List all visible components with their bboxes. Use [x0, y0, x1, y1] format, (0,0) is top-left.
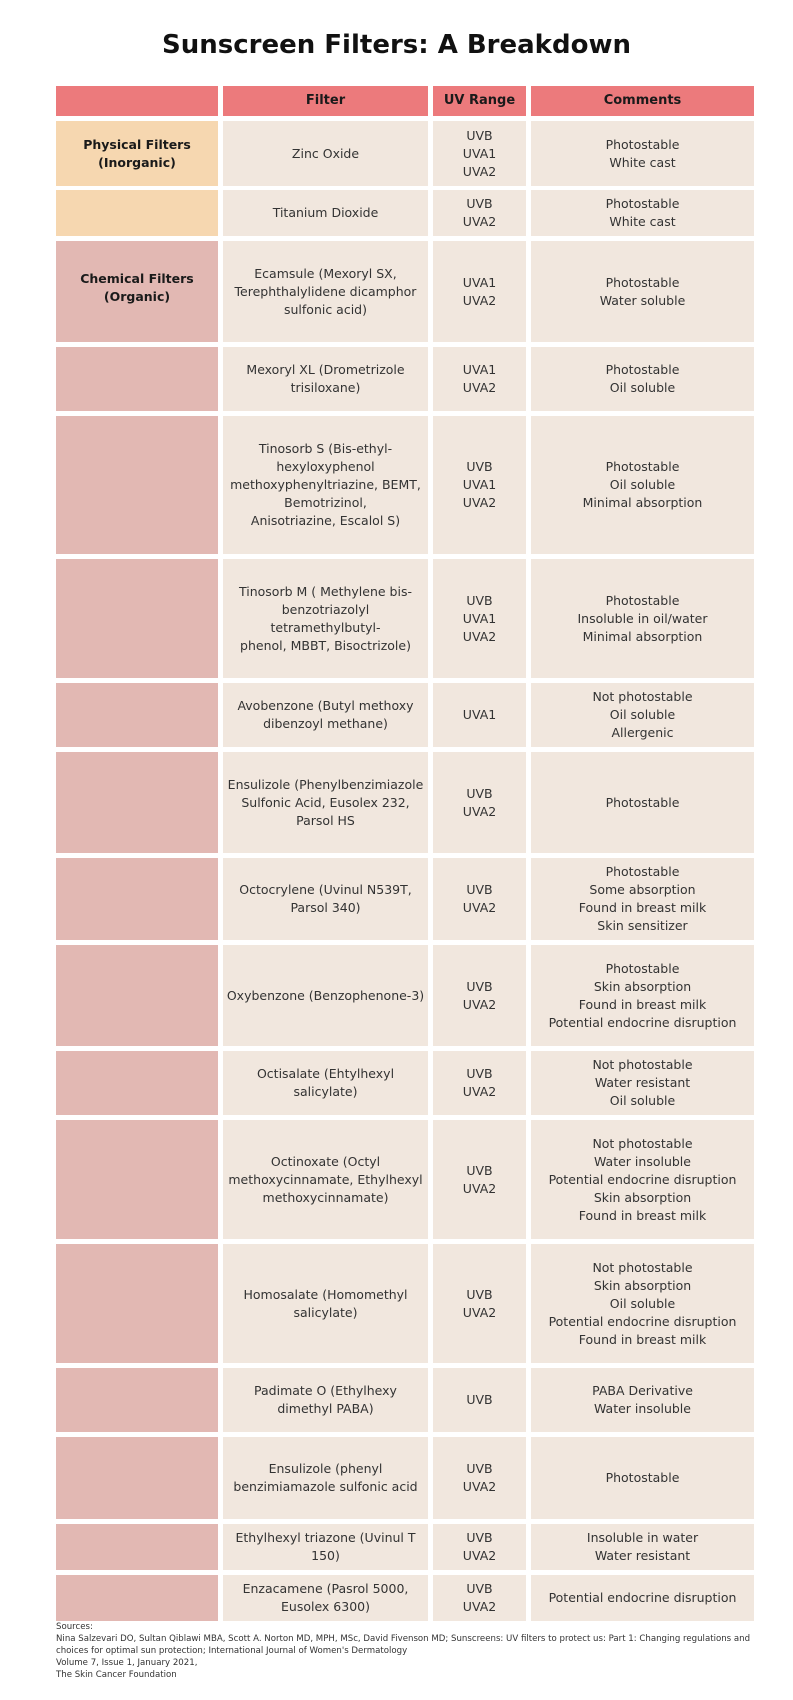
filter-cell-line: Avobenzone (Butyl methoxy — [237, 698, 414, 713]
comments-cell-line: Found in breast milk — [578, 996, 707, 1012]
comments-cell-line: Some absorption — [589, 882, 696, 897]
category-cell — [56, 559, 218, 678]
uv-range-cell-line: UVA1 — [462, 145, 497, 161]
source-line: Volume 7, Issue 1, January 2021, — [56, 1658, 198, 1668]
uv-range-cell-line: UVA2 — [462, 900, 497, 915]
filter-cell-line: Octisalate (Ehtylhexyl — [256, 1066, 395, 1081]
filter-cell — [223, 121, 428, 186]
source-line: Nina Salzevari DO, Sultan Qiblawi MBA, Scott A. Norton MD, MPH, MSc, David Fivenson MD; Sunscreens: UV filters to protect us: Part 1: Changing regulations and — [56, 1634, 751, 1644]
filter-cell-line: dibenzoyl methane) — [263, 716, 388, 731]
comments-cell — [531, 1120, 754, 1239]
uv-range-cell — [433, 190, 526, 236]
comments-cell — [531, 1437, 754, 1519]
filter-cell-line: Octocrylene (Uvinul N539T, — [239, 882, 412, 897]
uv-range-cell — [433, 1051, 526, 1115]
comments-cell — [531, 1368, 754, 1432]
uv-range-cell — [433, 559, 526, 678]
filter-cell-line: Eusolex 6300) — [281, 1599, 370, 1614]
filter-cell-line: Tinosorb S (Bis-ethyl- — [258, 441, 393, 456]
comments-cell-line: Oil soluble — [609, 1093, 676, 1108]
uv-range-cell-line: UVB — [466, 1162, 493, 1178]
comments-cell-line: Photostable — [605, 136, 680, 152]
category-cell — [56, 1368, 218, 1432]
uv-range-cell-line: UVB — [466, 196, 493, 211]
category-cell-line: Chemical Filters — [80, 271, 194, 286]
filter-cell-line: benzimiamazole sulfonic acid — [233, 1479, 418, 1494]
comments-cell-line: Oil soluble — [609, 707, 676, 722]
comments-cell-line: Photostable — [605, 960, 680, 976]
comments-cell — [531, 683, 754, 747]
filter-cell-line: Ecamsule (Mexoryl SX, — [254, 265, 397, 281]
category-cell — [56, 1437, 218, 1519]
comments-cell-line: Water insoluble — [594, 1153, 691, 1169]
uv-range-cell-line: UVA2 — [462, 495, 497, 510]
filter-cell — [223, 559, 428, 678]
category-cell — [56, 241, 218, 342]
comments-cell-line: Skin absorption — [593, 1277, 692, 1293]
uv-range-cell-line: UVA2 — [462, 292, 497, 308]
uv-range-cell — [433, 1437, 526, 1519]
comments-cell-line: Found in breast milk — [578, 1207, 707, 1223]
filter-cell — [223, 858, 428, 940]
filter-cell-line: Homosalate (Homomethyl — [243, 1286, 408, 1302]
comments-cell-line: Photostable — [605, 864, 680, 879]
comments-cell — [531, 121, 754, 186]
filter-cell — [223, 1244, 428, 1363]
uv-range-cell-line: UVA2 — [462, 1084, 497, 1099]
uv-range-cell-line: UVB — [466, 127, 493, 143]
comments-cell-line: Minimal absorption — [582, 628, 703, 644]
category-cell — [56, 1524, 218, 1570]
uv-range-cell — [433, 1575, 526, 1621]
uv-range-cell-line: UVB — [466, 1286, 493, 1302]
category-cell — [56, 1120, 218, 1239]
uv-range-cell-line: UVB — [466, 1530, 493, 1545]
comments-cell-line: Water soluble — [599, 292, 686, 308]
uv-range-cell — [433, 1120, 526, 1239]
comments-cell — [531, 416, 754, 554]
comments-cell — [531, 1051, 754, 1115]
filter-cell-line: hexyloxyphenol — [276, 459, 375, 474]
header-comments: Comments — [531, 86, 754, 116]
filter-cell-line: tetramethylbutyl- — [270, 619, 381, 635]
uv-range-cell-line: UVB — [466, 459, 493, 474]
uv-range-cell-line: UVB — [466, 1066, 493, 1081]
comments-cell-line: Potential endocrine disruption — [548, 1171, 737, 1187]
source-line: Sources: — [56, 1622, 93, 1632]
filter-cell-line: Ensulizole (Phenylbenzimiazole — [227, 776, 424, 792]
uv-range-cell — [433, 1524, 526, 1570]
filter-cell-line: Bemotrizinol, — [284, 495, 367, 510]
comments-cell-line: Water resistant — [594, 1548, 691, 1563]
filter-cell-line: Zinc Oxide — [291, 145, 360, 161]
category-cell — [56, 945, 218, 1046]
filter-cell — [223, 683, 428, 747]
uv-range-cell-line: UVA2 — [462, 996, 497, 1012]
filter-cell — [223, 1051, 428, 1115]
filter-cell — [223, 1437, 428, 1519]
category-cell — [56, 1244, 218, 1363]
comments-cell-line: Found in breast milk — [578, 1331, 707, 1347]
uv-range-cell-line: UVB — [466, 1392, 493, 1407]
filter-cell — [223, 752, 428, 853]
uv-range-cell-line: UVA2 — [462, 1304, 497, 1320]
filter-cell-line: sulfonic acid) — [283, 301, 367, 317]
comments-cell-line: Water resistant — [594, 1075, 691, 1090]
filter-cell-line: Ethylhexyl triazone (Uvinul T — [235, 1530, 416, 1545]
comments-cell — [531, 1244, 754, 1363]
uv-range-cell-line: UVB — [466, 882, 493, 897]
filter-cell-line: Padimate O (Ethylhexy — [254, 1383, 397, 1398]
category-cell — [56, 1575, 218, 1621]
comments-cell-line: Potential endocrine disruption — [548, 1590, 737, 1605]
filter-cell-line: Terephthalylidene dicamphor — [234, 283, 417, 299]
filter-cell-line: phenol, MBBT, Bisoctrizole) — [240, 637, 411, 653]
comments-cell-line: Oil soluble — [609, 477, 676, 492]
comments-cell — [531, 347, 754, 411]
filter-cell-line: Tinosorb M ( Methylene bis- — [239, 583, 412, 599]
source-line: choices for optimal sun protection; International Journal of Women's Dermatology — [56, 1646, 408, 1656]
uv-range-cell — [433, 858, 526, 940]
category-cell — [56, 752, 218, 853]
category-cell-line: (Organic) — [103, 289, 171, 304]
comments-cell-line: Water insoluble — [594, 1401, 691, 1416]
source-line: The Skin Cancer Foundation — [56, 1670, 177, 1680]
filter-cell-line: 150) — [311, 1548, 340, 1563]
comments-cell — [531, 1524, 754, 1570]
comments-cell-line: Photostable — [605, 459, 680, 474]
filter-cell-line: dimethyl PABA) — [277, 1401, 374, 1416]
filter-cell-line: methoxycinnamate) — [262, 1189, 389, 1205]
comments-cell-line: Not photostable — [592, 1057, 693, 1072]
uv-range-cell — [433, 945, 526, 1046]
filter-cell-line: salicylate) — [293, 1304, 358, 1320]
filter-cell-line: Mexoryl XL (Drometrizole — [246, 362, 405, 377]
category-cell — [56, 858, 218, 940]
category-cell — [56, 1051, 218, 1115]
comments-cell-line: Photostable — [605, 794, 680, 810]
comments-cell-line: Insoluble in oil/water — [577, 610, 708, 626]
comments-cell — [531, 190, 754, 236]
uv-range-cell-line: UVA1 — [462, 707, 497, 722]
filter-cell — [223, 1524, 428, 1570]
filter-cell-line: trisiloxane) — [290, 380, 361, 395]
uv-range-cell — [433, 416, 526, 554]
comments-cell-line: Not photostable — [592, 689, 693, 704]
filter-cell — [223, 1575, 428, 1621]
category-cell — [56, 683, 218, 747]
comments-cell-line: Not photostable — [592, 1135, 693, 1151]
comments-cell-line: Photostable — [605, 592, 680, 608]
filter-cell — [223, 241, 428, 342]
comments-cell-line: Minimal absorption — [582, 495, 703, 510]
category-cell-line: (Inorganic) — [98, 154, 176, 170]
uv-range-cell-line: UVA2 — [462, 214, 497, 229]
uv-range-cell-line: UVA2 — [462, 380, 497, 395]
comments-cell — [531, 858, 754, 940]
filter-cell — [223, 347, 428, 411]
uv-range-cell-line: UVA2 — [462, 1548, 497, 1563]
comments-cell-line: Not photostable — [592, 1259, 693, 1275]
uv-range-cell — [433, 752, 526, 853]
filter-cell — [223, 1120, 428, 1239]
uv-range-cell — [433, 241, 526, 342]
comments-cell-line: PABA Derivative — [592, 1383, 693, 1398]
filter-cell-line: benzotriazolyl — [281, 601, 370, 617]
uv-range-cell — [433, 121, 526, 186]
filter-cell — [223, 1368, 428, 1432]
comments-cell-line: Oil soluble — [609, 380, 676, 395]
category-cell-line: Physical Filters — [83, 136, 191, 152]
filter-cell-line: Parsol 340) — [290, 900, 361, 915]
comments-cell — [531, 752, 754, 853]
comments-cell-line: Photostable — [605, 196, 680, 211]
uv-range-cell-line: UVA2 — [462, 163, 497, 179]
filter-cell — [223, 190, 428, 236]
uv-range-cell-line: UVA1 — [462, 362, 497, 377]
comments-cell-line: Skin absorption — [593, 1189, 692, 1205]
comments-cell-line: White cast — [609, 214, 676, 229]
page-title: Sunscreen Filters: A Breakdown — [162, 30, 631, 60]
uv-range-cell-line: UVA2 — [462, 628, 497, 644]
filter-cell-line: Titanium Dioxide — [272, 205, 379, 220]
comments-cell-line: Potential endocrine disruption — [548, 1313, 737, 1329]
comments-cell — [531, 559, 754, 678]
uv-range-cell-line: UVB — [466, 785, 493, 801]
uv-range-cell-line: UVA2 — [462, 1180, 497, 1196]
comments-cell-line: Insoluble in water — [586, 1530, 699, 1545]
comments-cell-line: Photostable — [605, 274, 680, 290]
comments-cell — [531, 241, 754, 342]
filter-cell-line: Sulfonic Acid, Eusolex 232, — [241, 794, 410, 810]
filter-cell-line: Enzacamene (Pasrol 5000, — [242, 1581, 409, 1596]
uv-range-cell-line: UVA2 — [462, 803, 497, 819]
uv-range-cell — [433, 1368, 526, 1432]
filter-cell-line: methoxyphenyltriazine, BEMT, — [230, 477, 421, 492]
uv-range-cell-line: UVA2 — [462, 1479, 497, 1494]
category-cell — [56, 121, 218, 186]
filter-cell-line: Anisotriazine, Escalol S) — [250, 513, 401, 528]
comments-cell-line: Allergenic — [611, 725, 674, 740]
filter-cell — [223, 416, 428, 554]
header-filter: Filter — [223, 86, 428, 116]
comments-cell-line: Photostable — [605, 1470, 680, 1485]
category-cell — [56, 347, 218, 411]
uv-range-cell-line: UVB — [466, 1581, 493, 1596]
uv-range-cell-line: UVA1 — [462, 477, 497, 492]
comments-cell-line: Potential endocrine disruption — [548, 1014, 737, 1030]
filter-cell-line: Ensulizole (phenyl — [268, 1461, 383, 1476]
comments-cell-line: Skin sensitizer — [597, 918, 688, 933]
filter-cell-line: methoxycinnamate, Ethylhexyl — [228, 1171, 423, 1187]
uv-range-cell — [433, 1244, 526, 1363]
comments-cell — [531, 1575, 754, 1621]
comments-cell-line: White cast — [609, 154, 676, 170]
filter-cell-line: salicylate) — [293, 1084, 358, 1099]
comments-cell — [531, 945, 754, 1046]
uv-range-cell-line: UVB — [466, 978, 493, 994]
category-cell — [56, 190, 218, 236]
filter-cell-line: Oxybenzone (Benzophenone-3) — [226, 987, 425, 1003]
sources-note — [56, 1621, 756, 1681]
category-cell — [56, 416, 218, 554]
uv-range-cell-line: UVB — [466, 592, 493, 608]
uv-range-cell — [433, 347, 526, 411]
comments-cell-line: Skin absorption — [593, 978, 692, 994]
uv-range-cell — [433, 683, 526, 747]
filter-cell-line: Parsol HS — [296, 812, 355, 828]
comments-cell-line: Oil soluble — [609, 1295, 676, 1311]
filter-cell — [223, 945, 428, 1046]
uv-range-cell-line: UVA1 — [462, 274, 497, 290]
comments-cell-line: Found in breast milk — [578, 900, 707, 915]
comments-cell-line: Photostable — [605, 362, 680, 377]
uv-range-cell-line: UVB — [466, 1461, 493, 1476]
uv-range-cell-line: UVA2 — [462, 1599, 497, 1614]
filter-cell-line: Octinoxate (Octyl — [270, 1153, 381, 1169]
header-category — [56, 86, 218, 116]
header-uv: UV Range — [433, 86, 526, 116]
uv-range-cell-line: UVA1 — [462, 610, 497, 626]
